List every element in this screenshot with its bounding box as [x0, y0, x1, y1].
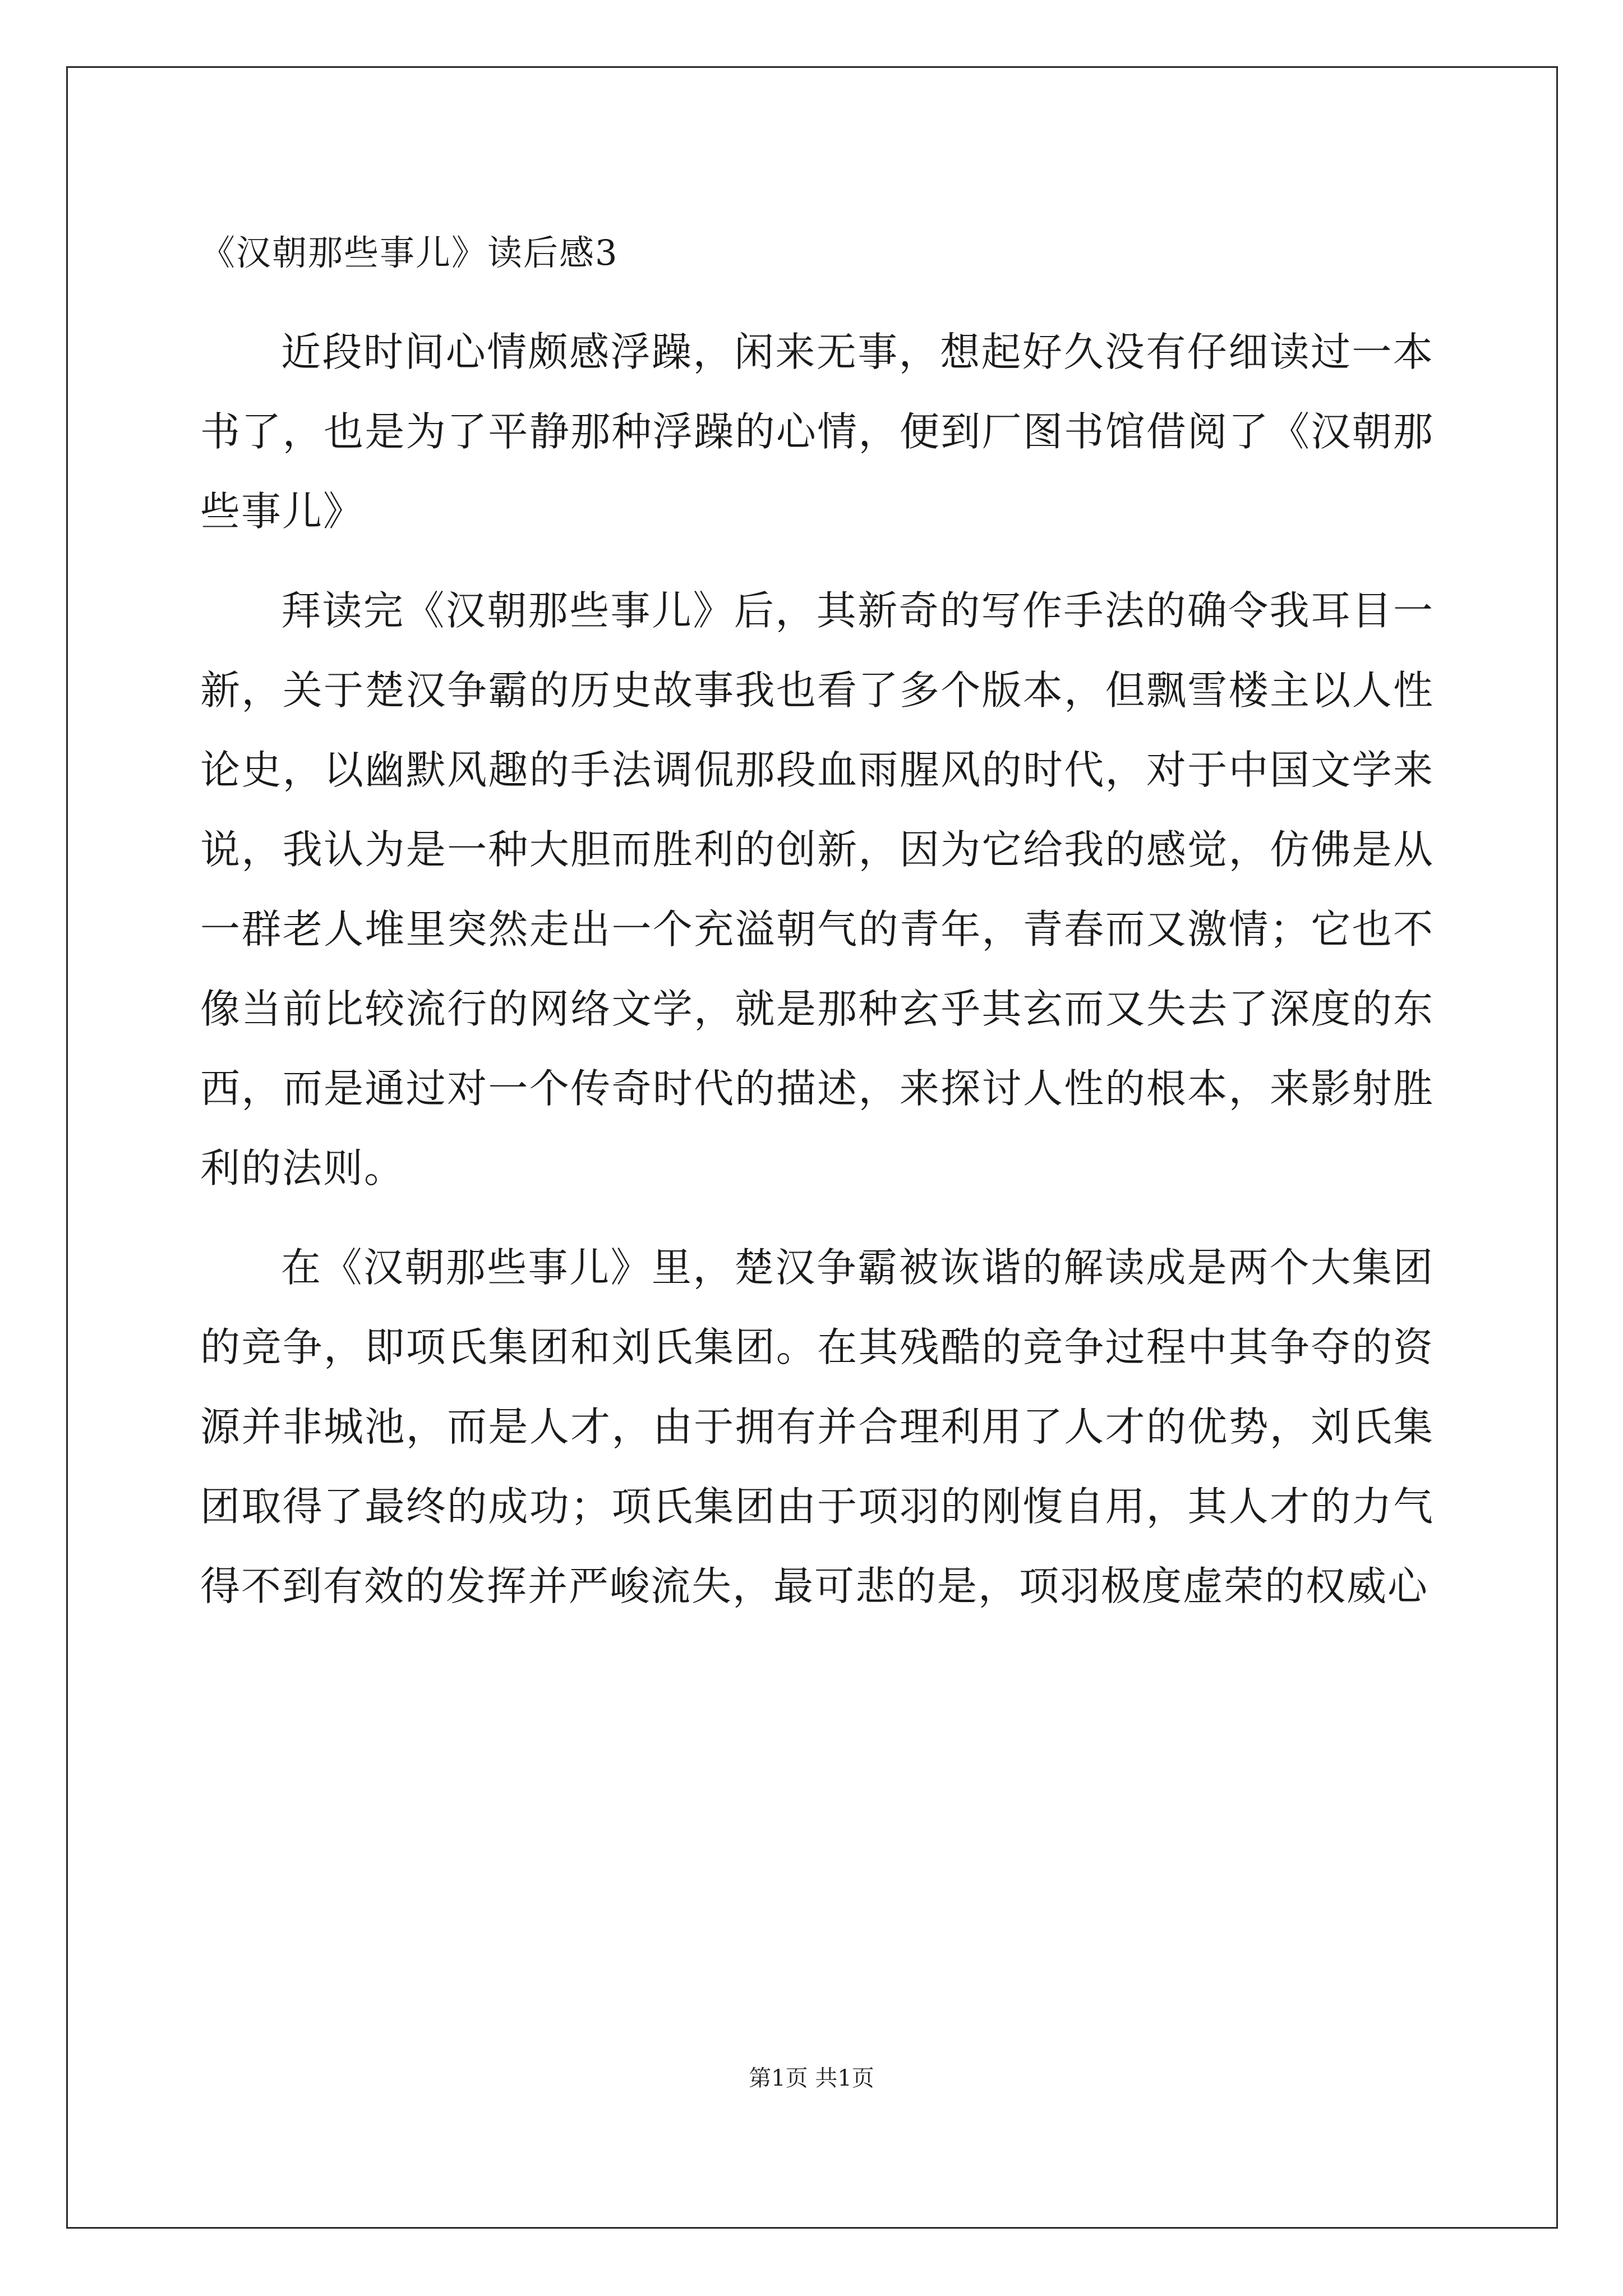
paragraph-1: 近段时间心情颇感浮躁，闲来无事，想起好久没有仔细读过一本书了，也是为了平静那种浮躁的心情，便到厂图书馆借阅了《汉朝那些事儿》 — [200, 329, 1434, 535]
document-title: 《汉朝那些事儿》读后感3 — [200, 232, 619, 273]
page-footer: 第1页 共1页 — [749, 2065, 874, 2091]
document-body — [200, 213, 1434, 1646]
paragraph-3: 在《汉朝那些事儿》里，楚汉争霸被诙谐的解读成是两个大集团的竞争，即项氏集团和刘氏集团。在其残酷的竞争过程中其争夺的资源并非城池，而是人才，由于拥有并合理利用了人才的优势，刘氏集团取得了最终的成功；项氏集团由于项羽的刚愎自用，其人才的力气得不到有效的发挥并严峻流失，最可悲的是，项羽极度虚荣的权威心 — [200, 1244, 1434, 1609]
paragraph-2: 拜读完《汉朝那些事儿》后，其新奇的写作手法的确令我耳目一新，关于楚汉争霸的历史故事我也看了多个版本，但飘雪楼主以人性论史，以幽默风趣的手法调侃那段血雨腥风的时代，对于中国文学来说，我认为是一种大胆而胜利的创新，因为它给我的感觉，仿佛是从一群老人堆里突然走出一个充溢朝气的青年，青春而又激情；它也不像当前比较流行的网络文学，就是那种玄乎其玄而又失去了深度的东西，而是通过对一个传奇时代的描述，来探讨人性的根本，来影射胜利的法则。 — [200, 587, 1434, 1191]
